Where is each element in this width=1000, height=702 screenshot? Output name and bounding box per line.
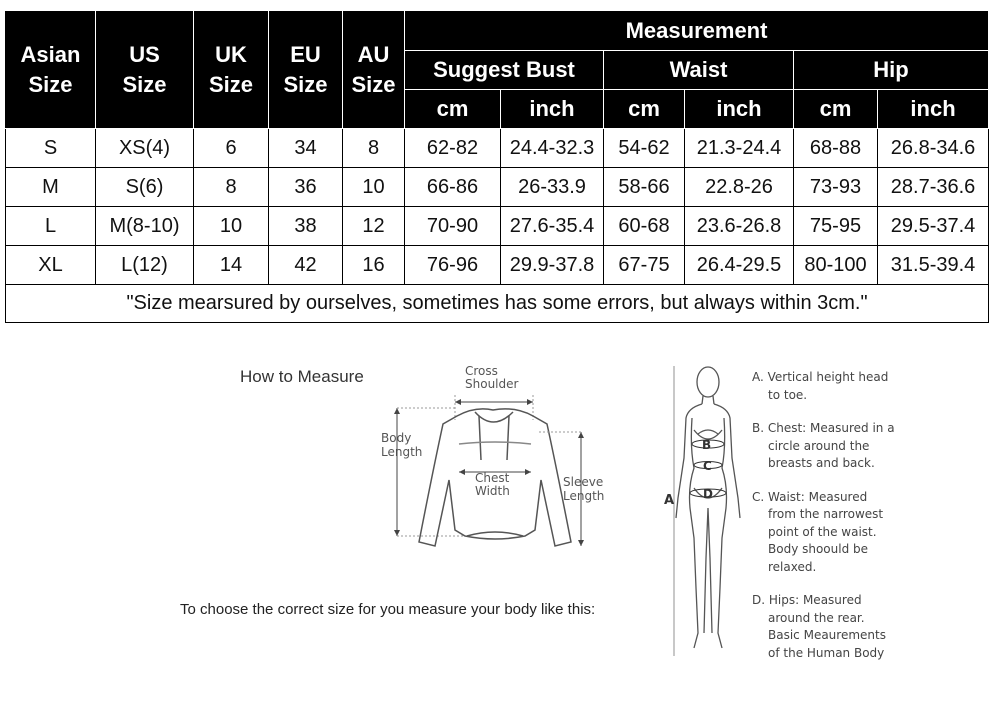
label-b: B <box>702 438 712 452</box>
jacket-measure-diagram <box>375 360 635 560</box>
table-cell: 73-93 <box>794 168 878 207</box>
table-cell: 29.5-37.4 <box>878 207 989 246</box>
table-cell: 38 <box>269 207 343 246</box>
chest-width-label-2: Width <box>475 484 510 498</box>
sleeve-length-label-2: Length <box>563 489 605 503</box>
table-cell: 67-75 <box>604 246 685 285</box>
header-au-size: AU Size <box>343 12 405 129</box>
table-cell: L(12) <box>96 246 194 285</box>
measurement-note: "Size mearsured by ourselves, sometimes has some errors, but always within 3cm." <box>6 285 989 323</box>
table-cell: S(6) <box>96 168 194 207</box>
table-cell: 68-88 <box>794 129 878 168</box>
table-cell: 6 <box>194 129 269 168</box>
body-length-label-1: Body <box>381 431 412 445</box>
cross-shoulder-label-2: Shoulder <box>465 377 519 391</box>
table-cell: 42 <box>269 246 343 285</box>
table-cell: 75-95 <box>794 207 878 246</box>
size-chart-table <box>5 11 989 323</box>
header-suggest-bust: Suggest Bust <box>405 51 604 90</box>
table-cell: 76-96 <box>405 246 501 285</box>
table-row <box>6 129 989 168</box>
measurement-notes <box>752 369 992 662</box>
header-hip-inch: inch <box>878 90 989 129</box>
table-cell: 62-82 <box>405 129 501 168</box>
table-cell: 8 <box>343 129 405 168</box>
table-cell: M <box>6 168 96 207</box>
table-cell: 24.4-32.3 <box>501 129 604 168</box>
header-bust-inch: inch <box>501 90 604 129</box>
table-cell: XS(4) <box>96 129 194 168</box>
note-c: C. Waist: Measured from the narrowest point of the waist. Body shoould be relaxed. <box>752 489 884 574</box>
table-cell: 26.8-34.6 <box>878 129 989 168</box>
table-cell: 14 <box>194 246 269 285</box>
table-cell: 58-66 <box>604 168 685 207</box>
table-cell: 26.4-29.5 <box>685 246 794 285</box>
table-cell: 22.8-26 <box>685 168 794 207</box>
table-cell: S <box>6 129 96 168</box>
how-to-measure-title: How to Measure <box>240 367 364 386</box>
table-cell: L <box>6 207 96 246</box>
header-waist: Waist <box>604 51 794 90</box>
label-a: A <box>664 493 675 508</box>
header-waist-inch: inch <box>685 90 794 129</box>
label-d: D <box>703 487 713 501</box>
table-cell: 26-33.9 <box>501 168 604 207</box>
table-cell: 29.9-37.8 <box>501 246 604 285</box>
note-d: D. Hips: Measured around the rear. Basic Meaurements of the Human Body <box>752 593 886 660</box>
body-length-label-2: Length <box>381 445 423 459</box>
table-cell: XL <box>6 246 96 285</box>
body-outline <box>676 367 740 648</box>
table-cell: 28.7-36.6 <box>878 168 989 207</box>
table-cell: 23.6-26.8 <box>685 207 794 246</box>
label-c: C <box>703 459 712 473</box>
sleeve-length-label-1: Sleeve <box>563 475 604 489</box>
table-cell: 60-68 <box>604 207 685 246</box>
table-cell: 16 <box>343 246 405 285</box>
table-cell: 12 <box>343 207 405 246</box>
table-row <box>6 168 989 207</box>
chest-width-label-1: Chest <box>475 471 510 485</box>
header-measurement: Measurement <box>405 12 989 51</box>
table-cell: 27.6-35.4 <box>501 207 604 246</box>
table-row <box>6 207 989 246</box>
header-us-size: US Size <box>96 12 194 129</box>
table-cell: 80-100 <box>794 246 878 285</box>
table-cell: 31.5-39.4 <box>878 246 989 285</box>
cross-shoulder-label-1: Cross <box>465 364 498 378</box>
table-cell: 36 <box>269 168 343 207</box>
table-cell: 54-62 <box>604 129 685 168</box>
table-cell: 10 <box>343 168 405 207</box>
table-cell: 34 <box>269 129 343 168</box>
table-cell: 70-90 <box>405 207 501 246</box>
header-asian-size: Asian Size <box>6 12 96 129</box>
body-figure-diagram <box>660 358 750 678</box>
table-row <box>6 246 989 285</box>
table-cell: 8 <box>194 168 269 207</box>
note-a: A. Vertical height head to toe. <box>752 370 889 402</box>
note-b: B. Chest: Measured in a circle around the breasts and back. <box>752 421 895 470</box>
size-rows <box>6 129 989 285</box>
header-uk-size: UK Size <box>194 12 269 129</box>
choose-size-instruction: To choose the correct size for you measure your body like this: <box>180 601 596 618</box>
header-hip: Hip <box>794 51 989 90</box>
table-cell: 10 <box>194 207 269 246</box>
table-cell: 66-86 <box>405 168 501 207</box>
header-hip-cm: cm <box>794 90 878 129</box>
table-cell: 21.3-24.4 <box>685 129 794 168</box>
header-waist-cm: cm <box>604 90 685 129</box>
header-eu-size: EU Size <box>269 12 343 129</box>
header-bust-cm: cm <box>405 90 501 129</box>
table-cell: M(8-10) <box>96 207 194 246</box>
